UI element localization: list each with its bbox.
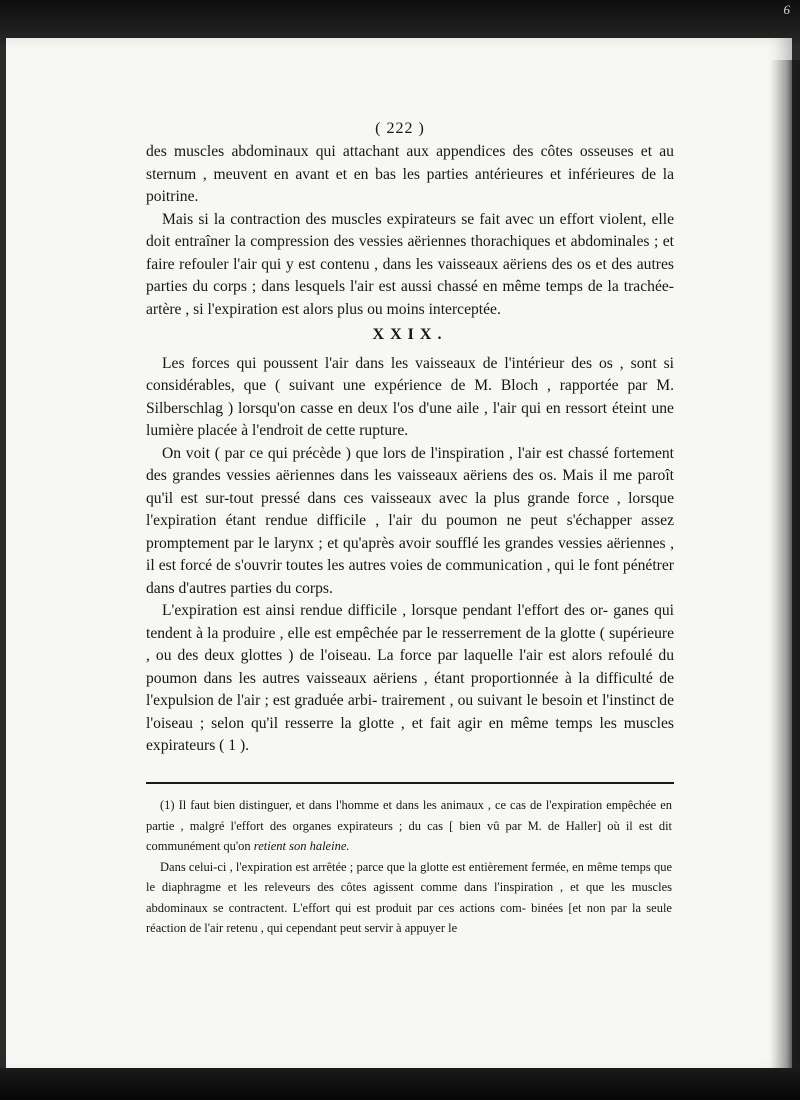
text-line: des muscles abdominaux qui attachant aux appendices des côtes osseuses — [146, 143, 634, 160]
footnote-line: binées [et non par la seule réaction de l'air retenu , qui cependant peut servir à appuyer le — [146, 900, 672, 935]
footnote-line: (1) Il faut bien distinguer, et dans l'homme et dans les animaux , ce cas de l'expiration — [160, 798, 603, 812]
text-line: trairement , ou suivant le besoin et l'instinct de l'oiseau ; selon qu'il resserre — [146, 692, 674, 732]
corner-mark: 6 — [783, 2, 790, 17]
text-line: de la glotte ( supérieure , ou des deux glottes ) de l'oiseau. La force par — [146, 624, 675, 664]
paragraph-4 — [146, 443, 674, 601]
footnote-italic: retient son haleine. — [253, 839, 350, 853]
paragraph-1 — [146, 141, 674, 209]
paragraph-5 — [146, 600, 674, 758]
text-line: fortement des grandes vessies aëriennes dans les vaisseaux aëriens des os. — [146, 444, 674, 484]
text-line: ressort éteint une lumière placée à l'endroit de cette rupture. — [146, 399, 674, 439]
page-number: ( 222 ) — [375, 120, 425, 137]
text-line: Mais si la contraction des muscles expirateurs se fait avec un effort — [162, 210, 594, 228]
footnote-line: même temps que le diaphragme et les releveurs des côtes agissent comme dans l'inspiration , — [146, 859, 672, 894]
text-line: par M. Silberschlag ) lorsqu'on casse en deux l'os d'une aile , l'air qui en — [146, 377, 674, 417]
text-line: soufflé les grandes vessies aëriennes , il est forcé de s'ouvrir toutes les — [146, 534, 675, 574]
footnote-2 — [146, 857, 672, 939]
text-line: laquelle l'air est alors refoulé du poumon dans les autres vaisseaux aëriens , — [146, 647, 675, 687]
text-line: aëriens des os et des autres parties du corps ; dans lesquels l'air est aussi — [146, 255, 674, 295]
text-line: et abdominales ; et faire refouler l'air qui y est contenu , dans les vaisseaux — [146, 233, 674, 273]
paragraph-2 — [146, 209, 674, 322]
text-line: étant proportionnée à la difficulté de l'expulsion de l'air ; est graduée arbi- — [146, 669, 674, 709]
text-line: et au sternum , meuvent en avant et en bas les parties antérieures et — [146, 143, 674, 183]
text-line: chassé en même temps de la trachée-artère , si l'expiration est alors plus — [146, 278, 674, 318]
paragraph-3 — [146, 353, 674, 443]
text-line: ou moins interceptée. — [367, 300, 501, 318]
text-line: L'expiration est ainsi rendue difficile , lorsque pendant l'effort des or- — [162, 602, 608, 619]
footnote-line: et que les muscles abdominaux se contractent. L'effort qui est produit par ces actions com- — [146, 880, 672, 915]
text-line: ganes qui tendent à la produire , elle est empêchée par le resserrement — [146, 602, 674, 642]
text-line: violent, elle doit entraîner la compression des vessies aëriennes thorachiques — [146, 210, 674, 250]
footnote-block — [146, 795, 672, 939]
text-line: autres voies de communication , qui le font pénétrer dans d'autres parties — [146, 557, 674, 597]
text-line: sont si considérables, que ( suivant une expérience de M. Bloch , rapportée — [146, 354, 674, 394]
text-line: Mais il me paroît qu'il est sur-tout pressé dans ces vaisseaux avec la plus — [146, 467, 674, 507]
text-line: grande force , lorsque l'expiration étant rendue difficile , l'air du poumon — [146, 489, 674, 529]
page-edge-shadow — [770, 60, 800, 1070]
text-line: On voit ( par ce qui précède ) que lors de l'inspiration , l'air est chassé — [162, 444, 609, 462]
footnote-line: Haller] où il est dit communément qu'on — [146, 818, 673, 853]
text-line: ne peut s'échapper assez promptement par le larynx ; et qu'après avoir — [146, 512, 674, 552]
text-line: inférieures de la poitrine. — [146, 165, 674, 205]
footnote-line: empêchée en partie , malgré l'effort des organes expirateurs ; du cas [ bien vû par M. de — [146, 798, 673, 833]
footnote-line: Dans celui-ci , l'expiration est arrêtée ; parce que la glotte est entièrement fermée, en — [160, 859, 584, 874]
main-text — [146, 141, 674, 758]
footnote-rule — [146, 782, 674, 784]
section-heading: XXIX. — [372, 326, 448, 343]
text-line: Les forces qui poussent l'air dans les vaisseaux de l'intérieur des os , — [162, 354, 624, 372]
footnote-1 — [146, 795, 672, 857]
scan-bottom-border — [0, 1068, 800, 1100]
text-line: du corps. — [275, 579, 333, 597]
text-line: la glotte , et fait agir en même temps les muscles expirateurs ( 1 ). — [146, 714, 675, 754]
